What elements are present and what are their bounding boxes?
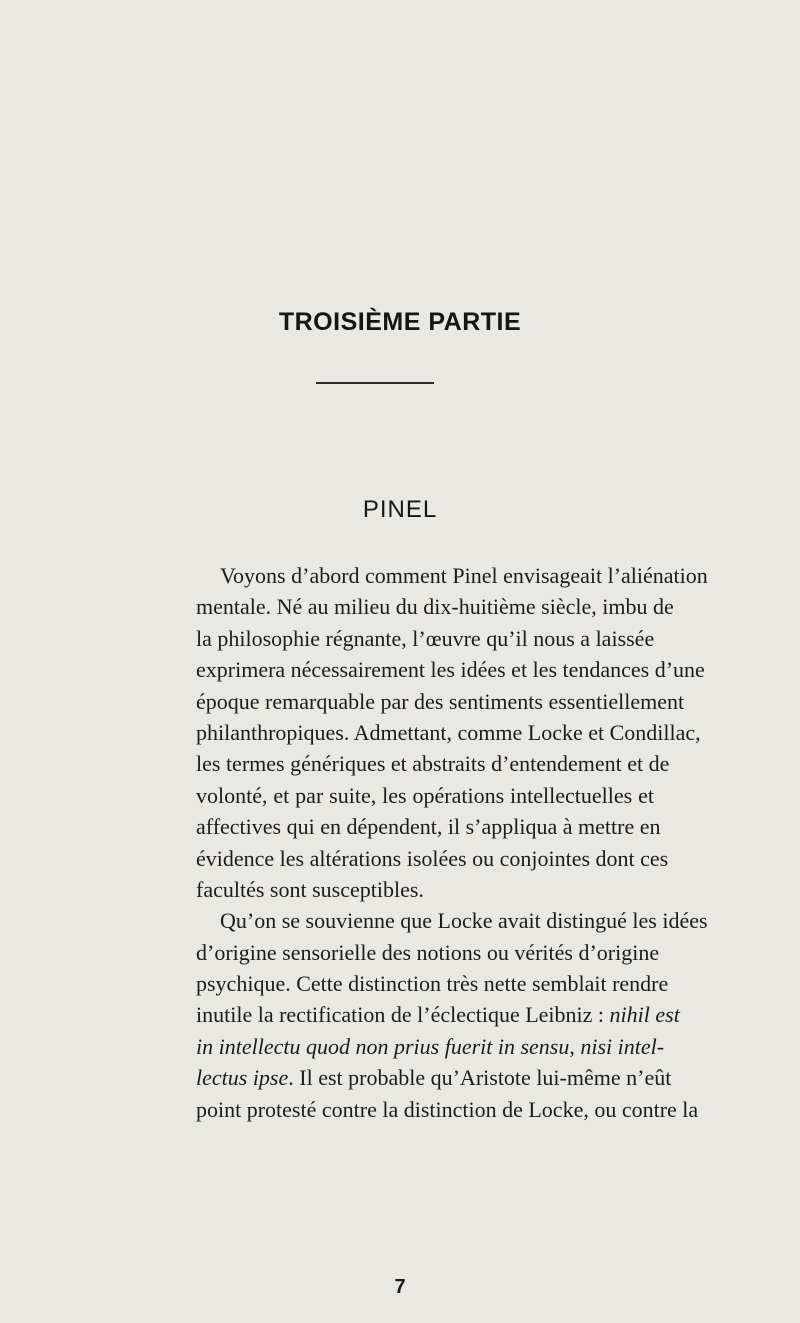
title-divider xyxy=(316,382,434,384)
text-line: évidence les altérations isolées ou conjointes dont ces xyxy=(196,845,669,871)
text-line: d’origine sensorielle des notions ou vérités d’origine xyxy=(196,939,660,965)
text-line: la philosophie régnante, l’œuvre qu’il nous a laissée xyxy=(196,625,655,651)
text-line: époque remarquable par des sentiments essentiellement xyxy=(196,688,685,714)
text-line: Qu’on se souvienne que Locke avait distingué les idées xyxy=(220,908,708,934)
page-number: 7 xyxy=(394,1276,406,1298)
text-line: Voyons d’abord comment Pinel envisageait l’aliénation xyxy=(220,563,708,588)
part-title: TROISIÈME PARTIE xyxy=(278,308,522,336)
text-line: in intellectu quod non prius fuerit in sensu, nisi intel- xyxy=(196,1033,665,1059)
text-line: inutile la rectification de l’éclectique Leibniz : nihil est xyxy=(196,1002,680,1028)
text-line: mentale. Né au milieu du dix-huitième siècle, imbu de xyxy=(196,594,674,620)
text-line: les termes génériques et abstraits d’entendement et de xyxy=(196,751,670,777)
text-line: volonté, et par suite, les opérations intellectuelles et xyxy=(196,782,654,808)
text-line: facultés sont susceptibles. xyxy=(196,876,424,902)
text-line: philanthropiques. Admettant, comme Locke et Condillac, xyxy=(196,719,701,745)
text-line: point protesté contre la distinction de Locke, ou contre la xyxy=(196,1096,699,1122)
text-line: psychique. Cette distinction très nette semblait rendre xyxy=(196,971,669,997)
text-line: affectives qui en dépendent, il s’appliqua à mettre en xyxy=(196,814,661,840)
text-line: exprimera nécessairement les idées et les tendances d’une xyxy=(196,657,705,683)
text-line: lectus ipse. Il est probable qu’Aristote lui-même n’eût xyxy=(196,1065,672,1091)
body-text xyxy=(196,560,708,1125)
chapter-title: PINEL xyxy=(362,496,438,523)
